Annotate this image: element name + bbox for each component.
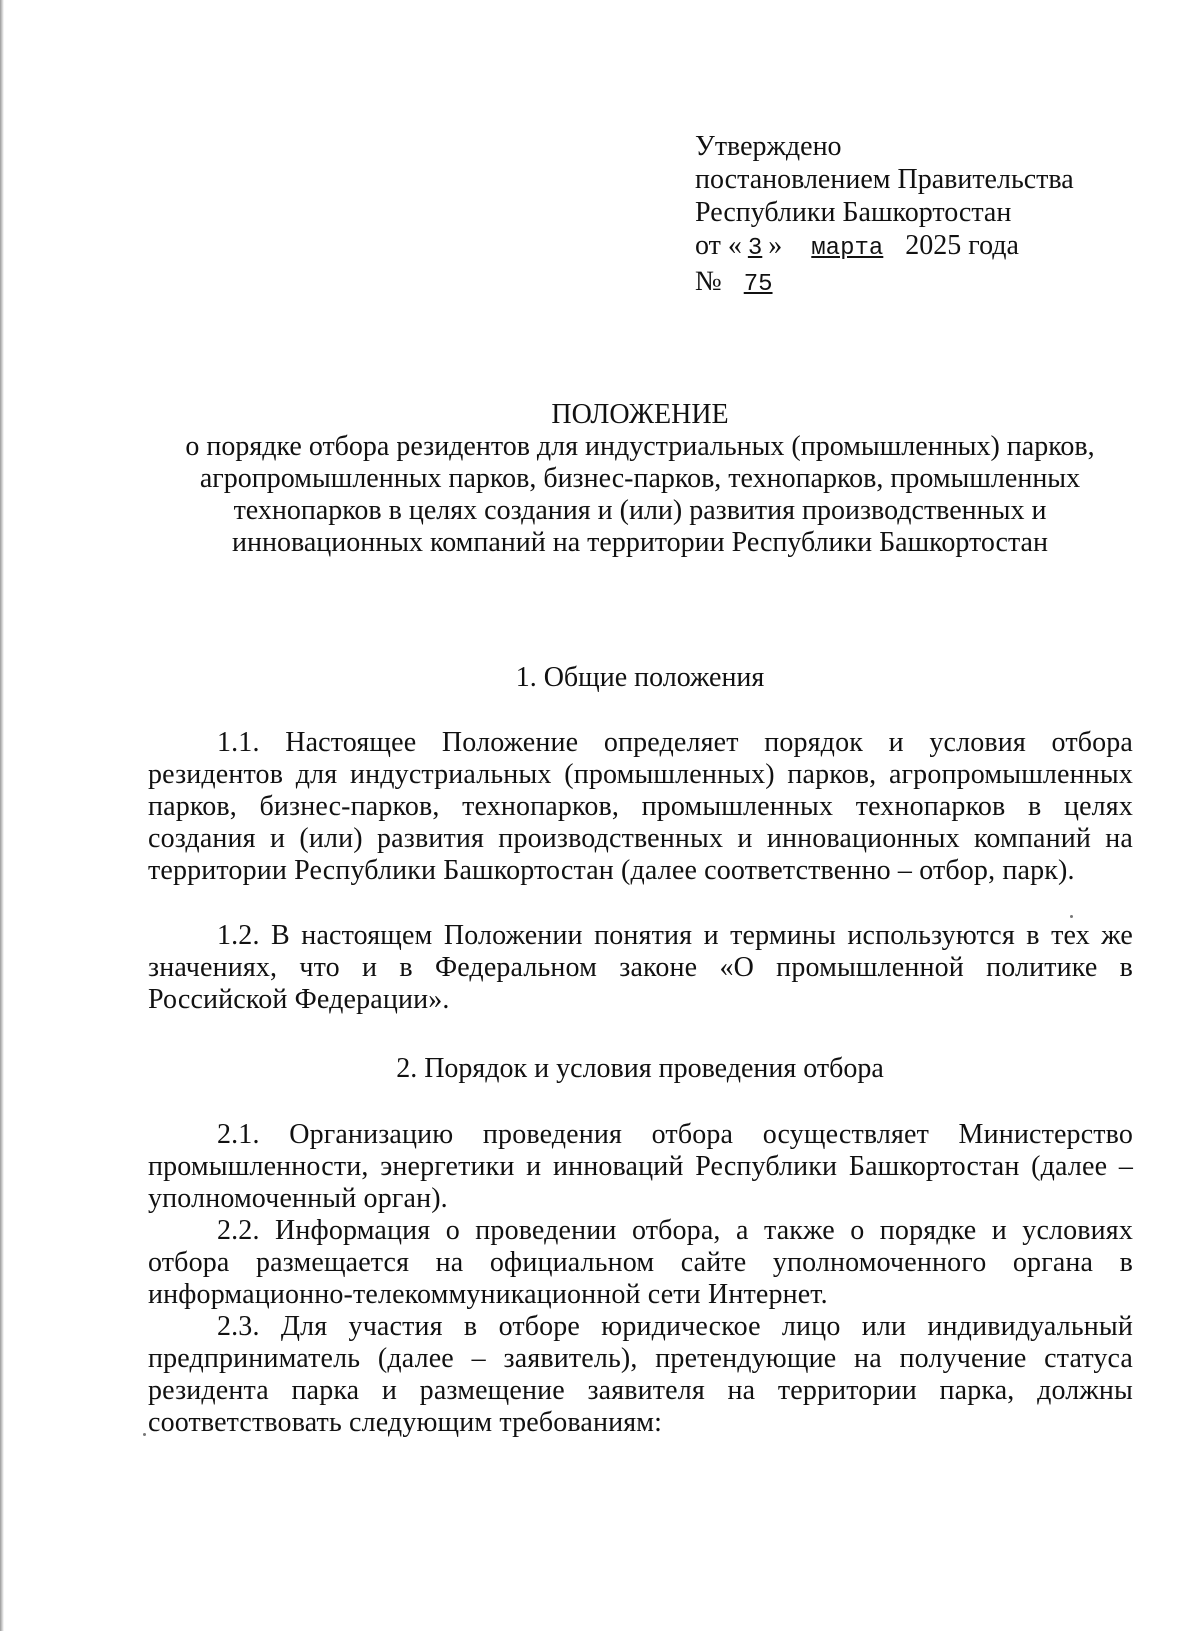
approval-line-1: Утверждено [695,131,842,162]
date-month: марта [811,235,884,262]
approval-line-2: постановлением Правительства [695,164,1074,195]
approval-date-line [695,229,1165,265]
document-title [150,399,1130,559]
number-prefix: № [695,266,722,297]
paragraph-2-2: 2.2. Информация о проведении отбора, а также о порядке и условиях отбора размещается на официальном сайте уполномоченного органа в информационно-телекоммуникационной сети Интернет. [148,1215,1133,1310]
date-year: 2025 года [905,230,1019,261]
date-day-suffix: » [768,230,783,261]
scan-speck [1070,915,1073,918]
paragraph-2-1: 2.1. Организацию проведения отбора осуществляет Министерство промышленности, энергетики и инноваций Республики Башкортостан (далее – уполномоченный орган). [148,1119,1133,1214]
paragraph-1-1: 1.1. Настоящее Положение определяет порядок и условия отбора резидентов для индустриальных (промышленных) парков, агропромышленных парков, бизнес-парков, технопарков, промышленных технопарков в целях создания и (или) развития производственных и инновационных компаний на территории Республики Башкортостан (далее соответственно – отбор, парк). [148,727,1133,886]
date-prefix: от « [695,230,742,261]
section-2-heading: 2. Порядок и условия проведения отбора [396,1053,884,1084]
approval-line-3: Республики Башкортостан [695,197,1012,228]
scan-edge [0,0,4,1631]
paragraph-1-2: 1.2. В настоящем Положении понятия и термины используются в тех же значениях, что и в Федеральном законе «О промышленной политике в Российской Федерации». [148,920,1133,1015]
section-1-heading: 1. Общие положения [515,662,765,693]
approval-stamp-block [695,130,1165,301]
title-heading: ПОЛОЖЕНИЕ [551,399,729,430]
title-subtitle: о порядке отбора резидентов для индустриальных (промышленных) парков, агропромышленных парков, бизнес-парков, технопарков, промышленных технопарков в целях создания и (или) развития производственных и инновационных компаний на территории Республики Башкортостан [185,431,1095,558]
date-day: 3 [747,235,763,262]
document-number: 75 [743,271,773,298]
paragraph-2-3: 2.3. Для участия в отборе юридическое лицо или индивидуальный предприниматель (далее – заявитель), претендующие на получение статуса резидента парка и размещение заявителя на территории парка, должны соответствовать следующим требованиям: [148,1311,1133,1438]
approval-number-line [695,265,1165,301]
scan-speck [143,1433,146,1436]
